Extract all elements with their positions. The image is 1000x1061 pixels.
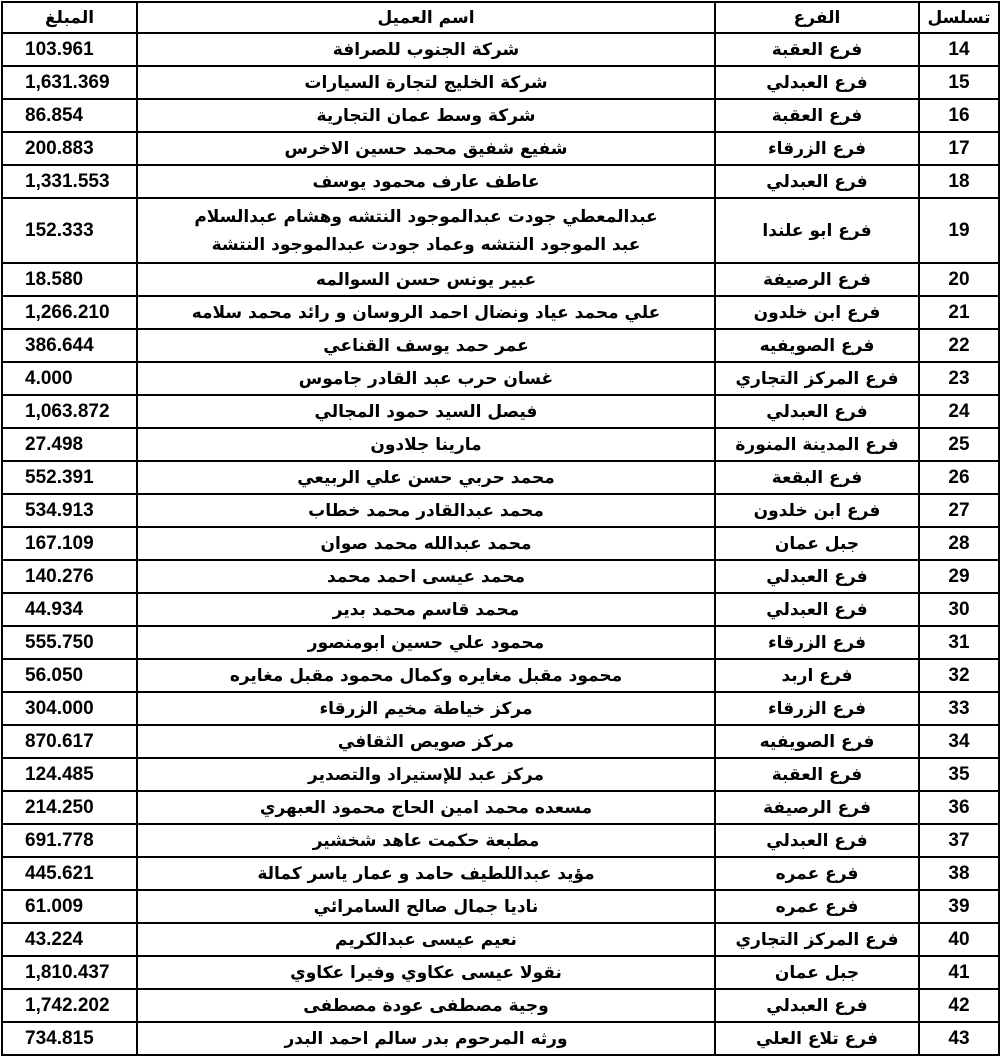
amount-cell: 1,810.437 — [2, 956, 137, 989]
serial-cell: 24 — [919, 395, 999, 428]
amount-cell: 214.250 — [2, 791, 137, 824]
amount-cell: 534.913 — [2, 494, 137, 527]
customer-name-cell: ناديا جمال صالح السامرائي — [137, 890, 715, 923]
branch-cell: فرع البقعة — [715, 461, 919, 494]
branch-cell: فرع الصويفيه — [715, 725, 919, 758]
serial-cell: 25 — [919, 428, 999, 461]
header-serial: تسلسل — [919, 2, 999, 33]
customer-name-cell: فيصل السيد حمود المجالي — [137, 395, 715, 428]
branch-cell: فرع ابن خلدون — [715, 296, 919, 329]
customer-name-line-1: عبدالمعطي جودت عبدالموجود النتشه وهشام عبدالسلام — [194, 206, 658, 227]
customer-name-cell: محمد حربي حسن علي الربيعي — [137, 461, 715, 494]
table-row — [2, 659, 999, 692]
amount-cell: 103.961 — [2, 33, 137, 66]
customer-name-cell: مارينا جلادون — [137, 428, 715, 461]
table-row — [2, 99, 999, 132]
customer-name-cell: مركز صويص الثقافي — [137, 725, 715, 758]
customer-name-cell: نقولا عيسى عكاوي وفيرا عكاوي — [137, 956, 715, 989]
table-row — [2, 560, 999, 593]
table-row — [2, 296, 999, 329]
customer-name-cell: مسعده محمد امين الحاج محمود العبهري — [137, 791, 715, 824]
serial-cell: 16 — [919, 99, 999, 132]
header-row — [2, 2, 999, 33]
table-row — [2, 626, 999, 659]
amount-cell: 43.224 — [2, 923, 137, 956]
customer-name-cell: ورثه المرحوم بدر سالم احمد البدر — [137, 1022, 715, 1055]
table-row — [2, 956, 999, 989]
serial-cell: 17 — [919, 132, 999, 165]
serial-cell: 29 — [919, 560, 999, 593]
customer-name-cell: محمد عبدالله محمد صوان — [137, 527, 715, 560]
customer-name-cell: محمد عبدالقادر محمد خطاب — [137, 494, 715, 527]
header-amount: المبلغ — [2, 2, 137, 33]
branch-cell: فرع المركز التجاري — [715, 923, 919, 956]
serial-cell: 21 — [919, 296, 999, 329]
serial-cell: 41 — [919, 956, 999, 989]
table-row — [2, 725, 999, 758]
amount-cell: 140.276 — [2, 560, 137, 593]
branch-cell: فرع العبدلي — [715, 66, 919, 99]
customer-name-cell: عبير يونس حسن السوالمه — [137, 263, 715, 296]
table-row — [2, 362, 999, 395]
branch-cell: فرع ابن خلدون — [715, 494, 919, 527]
customer-name-cell: شركة الجنوب للصرافة — [137, 33, 715, 66]
branch-cell: فرع المدينة المنورة — [715, 428, 919, 461]
branch-cell: فرع العبدلي — [715, 395, 919, 428]
customer-name-cell: مركز عبد للإستيراد والتصدير — [137, 758, 715, 791]
customer-name-cell: شفيع شفيق محمد حسين الاخرس — [137, 132, 715, 165]
serial-cell: 28 — [919, 527, 999, 560]
amount-cell: 304.000 — [2, 692, 137, 725]
amount-cell: 44.934 — [2, 593, 137, 626]
amount-cell: 152.333 — [2, 198, 137, 263]
amount-cell: 734.815 — [2, 1022, 137, 1055]
table-row — [2, 461, 999, 494]
serial-cell: 26 — [919, 461, 999, 494]
table-row — [2, 494, 999, 527]
table-row — [2, 263, 999, 296]
branch-cell: فرع العبدلي — [715, 989, 919, 1022]
table-row — [2, 692, 999, 725]
amount-cell: 56.050 — [2, 659, 137, 692]
serial-cell: 22 — [919, 329, 999, 362]
customer-name-cell: محمود مقبل مغايره وكمال محمود مقبل مغايره — [137, 659, 715, 692]
serial-cell: 37 — [919, 824, 999, 857]
customers-table — [1, 1, 1000, 1056]
branch-cell: فرع الزرقاء — [715, 626, 919, 659]
branch-cell: جبل عمان — [715, 527, 919, 560]
amount-cell: 124.485 — [2, 758, 137, 791]
branch-cell: فرع العبدلي — [715, 824, 919, 857]
serial-cell: 18 — [919, 165, 999, 198]
table-row — [2, 791, 999, 824]
serial-cell: 19 — [919, 198, 999, 263]
branch-cell: فرع اربد — [715, 659, 919, 692]
serial-cell: 20 — [919, 263, 999, 296]
branch-cell: فرع ابو علندا — [715, 198, 919, 263]
customer-name-cell: مؤيد عبداللطيف حامد و عمار ياسر كمالة — [137, 857, 715, 890]
branch-cell: فرع الزرقاء — [715, 692, 919, 725]
table-row — [2, 395, 999, 428]
table-row — [2, 890, 999, 923]
serial-cell: 33 — [919, 692, 999, 725]
table-row — [2, 527, 999, 560]
customer-name-cell: وجية مصطفى عودة مصطفى — [137, 989, 715, 1022]
serial-cell: 38 — [919, 857, 999, 890]
table-body — [2, 33, 999, 1055]
customer-name-cell: مطبعة حكمت عاهد شخشير — [137, 824, 715, 857]
customer-name-cell: علي محمد عياد ونضال احمد الروسان و رائد محمد سلامه — [137, 296, 715, 329]
amount-cell: 691.778 — [2, 824, 137, 857]
customer-name-cell: مركز خياطة مخيم الزرقاء — [137, 692, 715, 725]
customer-name-cell: محمد قاسم محمد بدير — [137, 593, 715, 626]
serial-cell: 27 — [919, 494, 999, 527]
table-row — [2, 33, 999, 66]
serial-cell: 23 — [919, 362, 999, 395]
customer-name-cell: شركة الخليج لتجارة السيارات — [137, 66, 715, 99]
amount-cell: 1,631.369 — [2, 66, 137, 99]
branch-cell: فرع تلاع العلي — [715, 1022, 919, 1055]
customer-name-cell — [137, 198, 715, 263]
table-row — [2, 989, 999, 1022]
header-name: اسم العميل — [137, 2, 715, 33]
serial-cell: 39 — [919, 890, 999, 923]
table-row — [2, 824, 999, 857]
table-row — [2, 132, 999, 165]
amount-cell: 27.498 — [2, 428, 137, 461]
table-row — [2, 857, 999, 890]
branch-cell: فرع العبدلي — [715, 593, 919, 626]
amount-cell: 1,742.202 — [2, 989, 137, 1022]
serial-cell: 42 — [919, 989, 999, 1022]
amount-cell: 167.109 — [2, 527, 137, 560]
header-branch: الفرع — [715, 2, 919, 33]
amount-cell: 870.617 — [2, 725, 137, 758]
serial-cell: 30 — [919, 593, 999, 626]
customer-name-cell: عاطف عارف محمود يوسف — [137, 165, 715, 198]
table-row — [2, 758, 999, 791]
branch-cell: فرع عمره — [715, 890, 919, 923]
customer-name-cell: عمر حمد يوسف القناعي — [137, 329, 715, 362]
branch-cell: فرع العبدلي — [715, 560, 919, 593]
branch-cell: فرع العقبة — [715, 33, 919, 66]
serial-cell: 15 — [919, 66, 999, 99]
branch-cell: جبل عمان — [715, 956, 919, 989]
amount-cell: 1,266.210 — [2, 296, 137, 329]
serial-cell: 34 — [919, 725, 999, 758]
customer-name-line-2: عبد الموجود النتشه وعماد جودت عبدالموجود النتشة — [211, 234, 641, 255]
branch-cell: فرع العقبة — [715, 758, 919, 791]
amount-cell: 386.644 — [2, 329, 137, 362]
customer-name-cell: غسان حرب عبد القادر جاموس — [137, 362, 715, 395]
serial-cell: 43 — [919, 1022, 999, 1055]
serial-cell: 32 — [919, 659, 999, 692]
serial-cell: 36 — [919, 791, 999, 824]
customer-name-cell: محمد عيسى احمد محمد — [137, 560, 715, 593]
branch-cell: فرع العقبة — [715, 99, 919, 132]
table-row — [2, 165, 999, 198]
amount-cell: 1,063.872 — [2, 395, 137, 428]
serial-cell: 14 — [919, 33, 999, 66]
table-row — [2, 923, 999, 956]
amount-cell: 1,331.553 — [2, 165, 137, 198]
branch-cell: فرع الصويفيه — [715, 329, 919, 362]
amount-cell: 61.009 — [2, 890, 137, 923]
amount-cell: 86.854 — [2, 99, 137, 132]
customer-name-cell: شركة وسط عمان التجارية — [137, 99, 715, 132]
amount-cell: 200.883 — [2, 132, 137, 165]
branch-cell: فرع عمره — [715, 857, 919, 890]
branch-cell: فرع الرصيفة — [715, 791, 919, 824]
amount-cell: 445.621 — [2, 857, 137, 890]
table-row — [2, 428, 999, 461]
branch-cell: فرع الرصيفة — [715, 263, 919, 296]
table-row — [2, 66, 999, 99]
table-row — [2, 593, 999, 626]
branch-cell: فرع العبدلي — [715, 165, 919, 198]
serial-cell: 31 — [919, 626, 999, 659]
amount-cell: 555.750 — [2, 626, 137, 659]
branch-cell: فرع المركز التجاري — [715, 362, 919, 395]
table-row — [2, 198, 999, 263]
table-row — [2, 1022, 999, 1055]
branch-cell: فرع الزرقاء — [715, 132, 919, 165]
table-row — [2, 329, 999, 362]
amount-cell: 552.391 — [2, 461, 137, 494]
customer-name-cell: محمود علي حسين ابومنصور — [137, 626, 715, 659]
serial-cell: 35 — [919, 758, 999, 791]
amount-cell: 4.000 — [2, 362, 137, 395]
amount-cell: 18.580 — [2, 263, 137, 296]
customer-name-cell: نعيم عيسى عبدالكريم — [137, 923, 715, 956]
serial-cell: 40 — [919, 923, 999, 956]
